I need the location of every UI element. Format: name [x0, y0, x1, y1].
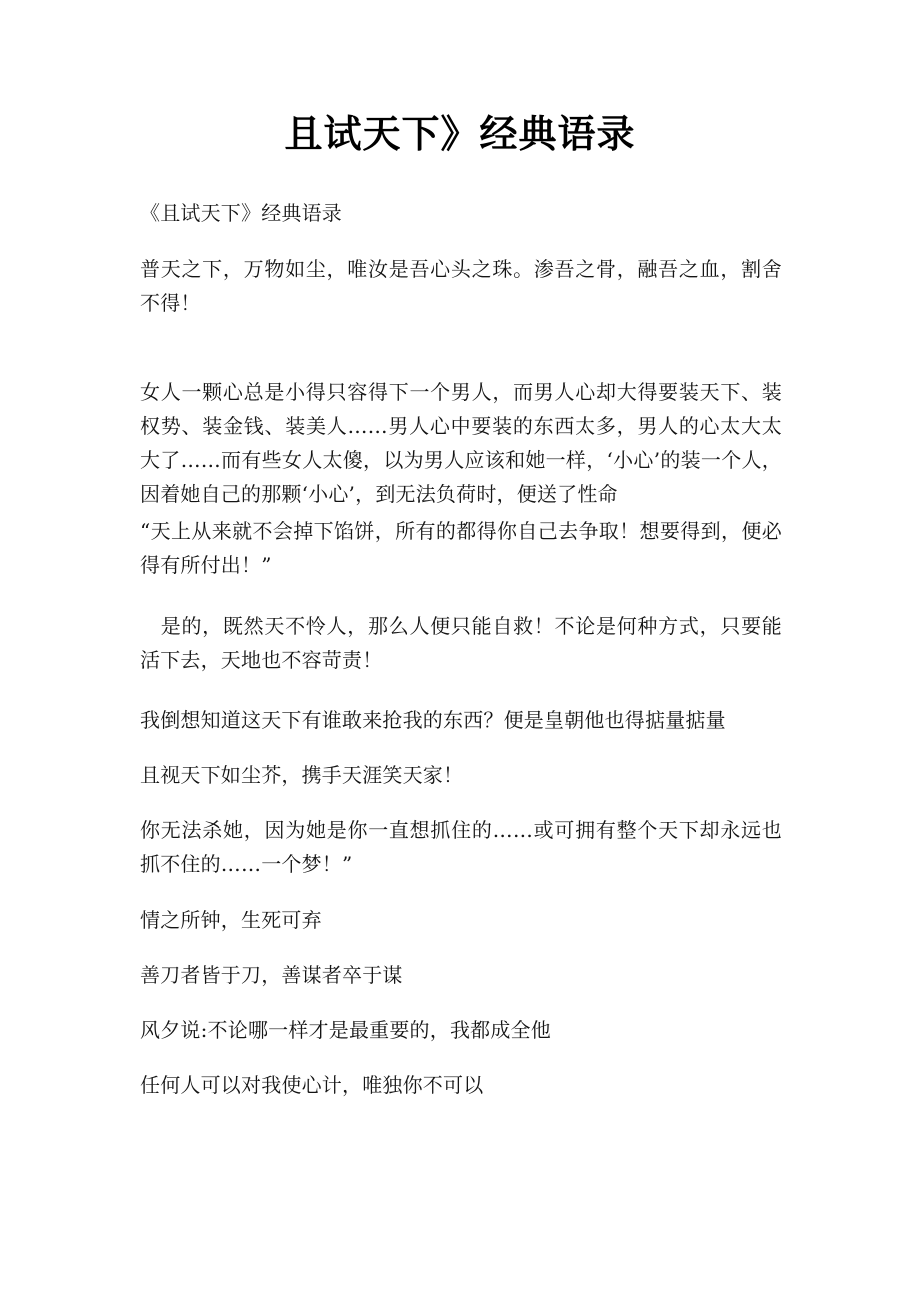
paragraph-quote-8: 情之所钟，生死可弃 [140, 908, 322, 932]
paragraph-quote-11: 任何人可以对我使心计，唯独你不可以 [140, 1073, 484, 1097]
paragraph-quote-5: 我倒想知道这天下有谁敢来抢我的东西？便是皇朝他也得掂量掂量 [140, 708, 726, 732]
paragraph-quote-10: 风夕说:不论哪一样才是最重要的，我都成全他 [140, 1018, 551, 1042]
paragraph-quote-9: 善刀者皆于刀，善谋者卒于谋 [140, 963, 403, 987]
document-title: 且试天下》经典语录 [284, 111, 636, 156]
paragraph-quote-1: 普天之下，万物如尘，唯汝是吾心头之珠。渗吾之骨，融吾之血，割舍不得！ [140, 257, 782, 315]
paragraph-quote-6: 且视天下如尘芥，携手天涯笑天家！ [140, 763, 464, 787]
paragraph-quote-3: “天上从来就不会掉下馅饼，所有的都得你自己去争取！想要得到，便必得有所付出！” [140, 519, 782, 577]
paragraph-quote-2: 女人一颗心总是小得只容得下一个男人，而男人心却大得要装天下、装权势、装金钱、装美人……男人心中要装的东西太多，男人的心太大太大了……而有些女人太傻，以为男人应该和她一样，‘小心’的装一个人，因着她自己的那颗‘小心’，到无法负荷时，便送了性命 [140, 380, 782, 506]
paragraph-subtitle: 《且试天下》经典语录 [140, 201, 342, 225]
paragraph-quote-7: 你无法杀她，因为她是你一直想抓住的……或可拥有整个天下却永远也抓不住的……一个梦！” [140, 818, 782, 876]
paragraph-quote-4: 是的，既然天不怜人，那么人便只能自救！不论是何种方式，只要能活下去，天地也不容苛责！ [140, 614, 782, 672]
